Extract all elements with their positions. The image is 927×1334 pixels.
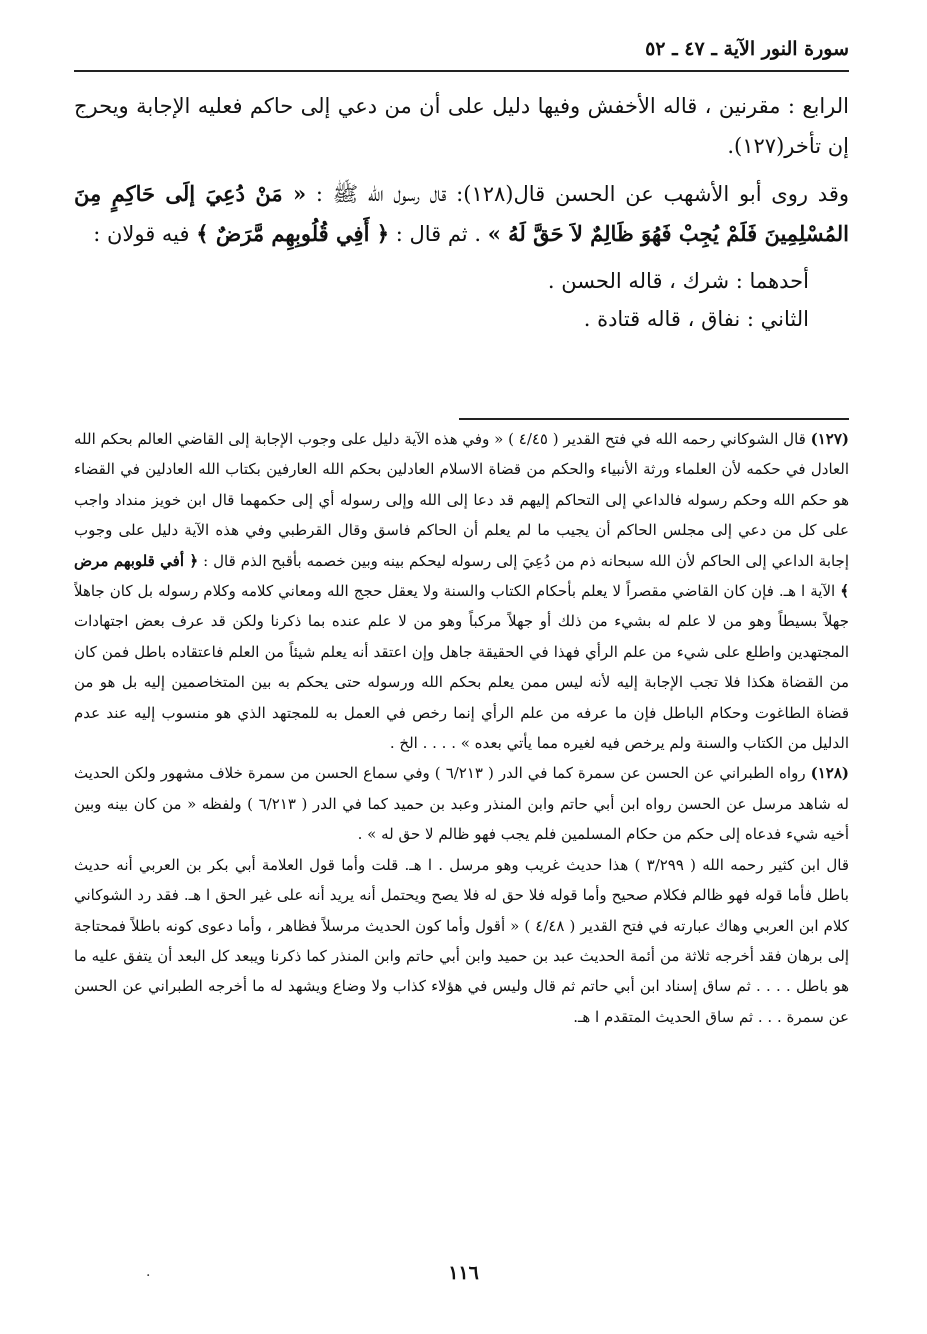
footnote-number-127: (١٢٧) <box>810 430 849 448</box>
main-text <box>74 86 849 338</box>
opinion-first: أحدهما : شرك ، قاله الحسن . <box>547 269 809 293</box>
running-header <box>74 38 849 72</box>
paragraph-fourth-opinion: الرابع : مقرنين ، قاله الأخفش وفيها دليل على أن من دعي إلى حاكم فعليه الإجابة ويحرج إن تأخر(١٢٧). <box>74 94 849 158</box>
footnote-128-continued: قال ابن كثير رحمه الله ( ٣/٢٩٩ ) هذا حديث غريب وهو مرسل . ا هـ. قلت وأما قول العلامة أبي بكر بن العربي أنه حديث باطل فأما قوله فهو ظالم فكلام صحيح وأما قوله فلا حق له فلا يصح ويحتمل أنه يريد أنه على غير الحق ا هـ. فقد رد الشوكاني كلام ابن العربي وهاك عبارته في فتح القدير ( ٤/٤٨ ) « أقول وأما كون الحديث مرسلاً فظاهر ، وأما دعوى كونه باطلاً فمحتاجة إلى برهان فقد أخرجه ثلاثة من أئمة الحديث عبد بن حميد وابن أبي حاتم وابن المنذر كما ذكرنا ويبعد كل البعد أن يتفق عليه ما هو باطل . . . . ثم ساق إسناد ابن أبي حاتم ثم قال وليس في هؤلاء كذاب ولا وضاع ويشهد له ما أخرجه الطبراني عن الحسن عن سمرة . . . ثم ساق الحديث المتقدم ا هـ. <box>74 855 849 1026</box>
stray-mark: · <box>146 1268 151 1284</box>
running-title: سورة النور الآية ـ ٤٧ ـ ٥٢ <box>645 38 849 60</box>
ayah-quote: ﴿ أَفِي قُلُوبِهِم مَّرَضٌ ﴾ <box>196 221 390 246</box>
paragraph-hadith <box>74 174 849 254</box>
footnotes <box>74 424 849 1239</box>
footnote-127-text-a: قال الشوكاني رحمه الله في فتح القدير ( ٤/٤٥ ) « وفي هذه الآية دليل على وجوب الإجابة إلى القاضي العالم بحكم الله العادل في حكمه لأن العلماء ورثة الأنبياء والحكم من قضاة الاسلام العادلين بحكم الله العارفين بكتاب الله العادلين في القضاء هو حكم الله وحكم رسوله فالداعي إلى التحاكم إليهم قد دعا إلى الله وإلى رسوله أي إلى حكمهما قال ابن خويز منداد واجب على كل من دعي إلى مجلس الحاكم أن يجيب ما لم يعلم أن الحاكم فاسق وقال القرطبي وفي هذه الآية دليل على وجوب إجابة الداعي إلى الحاكم لأن الله سبحانه ذم من دُعِيَ إلى رسوله ليحكم بينه وبين خصمه بأقبح الذم قال : <box>74 430 849 570</box>
footnote-128 <box>74 758 849 849</box>
page-number: ١١٦ <box>448 1262 479 1284</box>
footnote-128-text-a: رواه الطبراني عن الحسن عن سمرة كما في الدر ( ٦/٢١٣ ) وفي سماع الحسن من سمرة خلاف مشهور ولكن الحديث له شاهد مرسل عن الحسن رواه ابن أبي حاتم وابن المنذر وعبد بن حميد كما في الدر ( ٦/٢١٣ ) ولفظه « من كان بينه وبين أخيه شيء فدعاه إلى حكم من حكام المسلمين فلم يجب فهو ظالم لا حق له » . <box>74 764 849 844</box>
footnote-127-ayah: ﴿ أفي قلوبهم مرض ﴾ <box>74 551 849 601</box>
hadith-intro: وقد روى أبو الأشهب عن الحسن قال(١٢٨): قال رسول الله ﷺ : <box>306 182 850 206</box>
footnote-127 <box>74 424 849 758</box>
hadith-mid: . ثم قال : <box>389 222 488 246</box>
footnote-number-128: (١٢٨) <box>810 764 849 783</box>
footnote-127-text-b: الآية ا هـ. فإن كان القاضي مقصراً لا يعلم بأحكام الكتاب والسنة ولا يعقل حجج الله ومعاني كلامه وكلام رسوله بل كان جاهلاً جهلاً بسيطاً وهو من لا علم له بشيء من ذلك أو جهلاً مركباً وهو من لا علم عنده بما ذكرنا ولكن قد عرف بعض اجتهادات المجتهدين واطلع على شيء من علم الرأي فهذا في الحقيقة جاهل وإن اعتقد أنه يعلم شيئاً من العلم فاعتقاده باطل فمن كان من القضاة هكذا فلا تجب الإجابة إليه لأنه ليس ممن يعلم بحكم الله ورسوله حتى يحكم به بين المتخاصمين إليه بل هو من قضاة الطاغوت وحكام الباطل فإن ما عرفه من علم الرأي إنما رخص في العمل به للمجتهد الذي هو منسوب إليه عند عدم الدليل من الكتاب والسنة ولم يرخص فيه لغيره مما يأتي بعده » . . . . الخ . <box>74 582 849 753</box>
hadith-quote: « مَنْ دُعِيَ إلَى حَاكِمٍ مِنَ المُسْلِمِينَ فَلَمْ يُجِبْ فَهُوَ ظَالِمٌ لاَ حَقَّ لَهُ » <box>74 181 849 246</box>
hadith-end: فيه قولان : <box>93 222 197 246</box>
footnote-separator <box>459 418 849 420</box>
opinion-second: الثاني : نفاق ، قاله قتادة . <box>583 307 809 331</box>
